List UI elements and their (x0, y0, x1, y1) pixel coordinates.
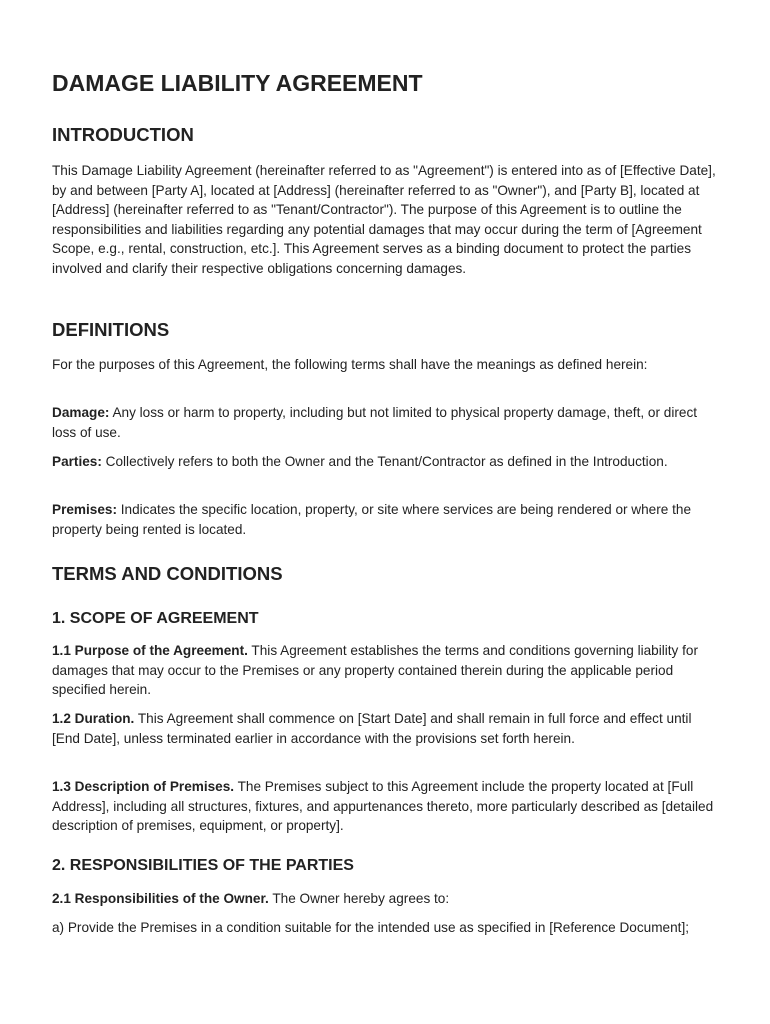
definition-parties (52, 452, 720, 472)
definition-term: Damage: (52, 405, 110, 420)
definitions-intro: For the purposes of this Agreement, the following terms shall have the meanings as defined herein: (52, 357, 648, 372)
definition-text: Indicates the specific location, property, or site where services are being rendered or where the property being rented is located. (52, 502, 692, 537)
clause-text: This Agreement shall commence on [Start Date] and shall remain in full force and effect until [End Date], unless terminated earlier in accordance with the provisions set forth herein. (52, 711, 692, 746)
clause-term: 1.1 Purpose of the Agreement. (52, 643, 248, 658)
section-1-heading: 1. SCOPE OF AGREEMENT (52, 610, 259, 627)
clause-2-1 (52, 889, 720, 909)
clause-term: 1.3 Description of Premises. (52, 779, 235, 794)
definition-premises (52, 500, 720, 539)
introduction-heading: INTRODUCTION (52, 124, 194, 145)
definition-damage (52, 403, 720, 442)
document-title: DAMAGE LIABILITY AGREEMENT (52, 70, 423, 96)
definition-term: Premises: (52, 502, 117, 517)
definition-text: Any loss or harm to property, including but not limited to physical property damage, theft, or direct loss of use. (52, 405, 698, 440)
clause-term: 1.2 Duration. (52, 711, 135, 726)
clause-text: This Agreement establishes the terms and conditions governing liability for damages that may occur to the Premises or any property contained therein during the applicable period specified herein. (52, 643, 698, 698)
introduction-text: This Damage Liability Agreement (hereinafter referred to as "Agreement") is entered into as of [Effective Date], by and between [Party A], located at [Address] (hereinafter referred to as "Owner"), and [Party B], located at [Address] (hereinafter referred to as "Tenant/Contractor"). The purpose of this Agreement is to outline the responsibilities and liabilities regarding any potential damages that may occur during the term of [Agreement Scope, e.g., rental, construction, etc.]. This Agreement serves as a binding document to protect the parties involved and clarify their respective obligations concerning damages. (52, 163, 716, 276)
definitions-heading: DEFINITIONS (52, 319, 170, 340)
clause-1-1 (52, 641, 720, 700)
clause-1-3 (52, 777, 720, 836)
clause-2-1-a: a) Provide the Premises in a condition suitable for the intended use as specified in [Reference Document]; (52, 920, 689, 935)
clause-text: The Premises subject to this Agreement include the property located at [Full Address], including all structures, fixtures, and appurtenances thereto, more particularly described as [detailed description of premises, equipment, or property]. (52, 779, 714, 834)
clause-1-2 (52, 709, 720, 748)
terms-heading: TERMS AND CONDITIONS (52, 563, 283, 584)
definition-term: Parties: (52, 454, 102, 469)
section-2-heading: 2. RESPONSIBILITIES OF THE PARTIES (52, 857, 354, 874)
clause-term: 2.1 Responsibilities of the Owner. (52, 891, 269, 906)
clause-text: The Owner hereby agrees to: (268, 891, 450, 906)
definition-text: Collectively refers to both the Owner and the Tenant/Contractor as defined in the Introduction. (101, 454, 668, 469)
